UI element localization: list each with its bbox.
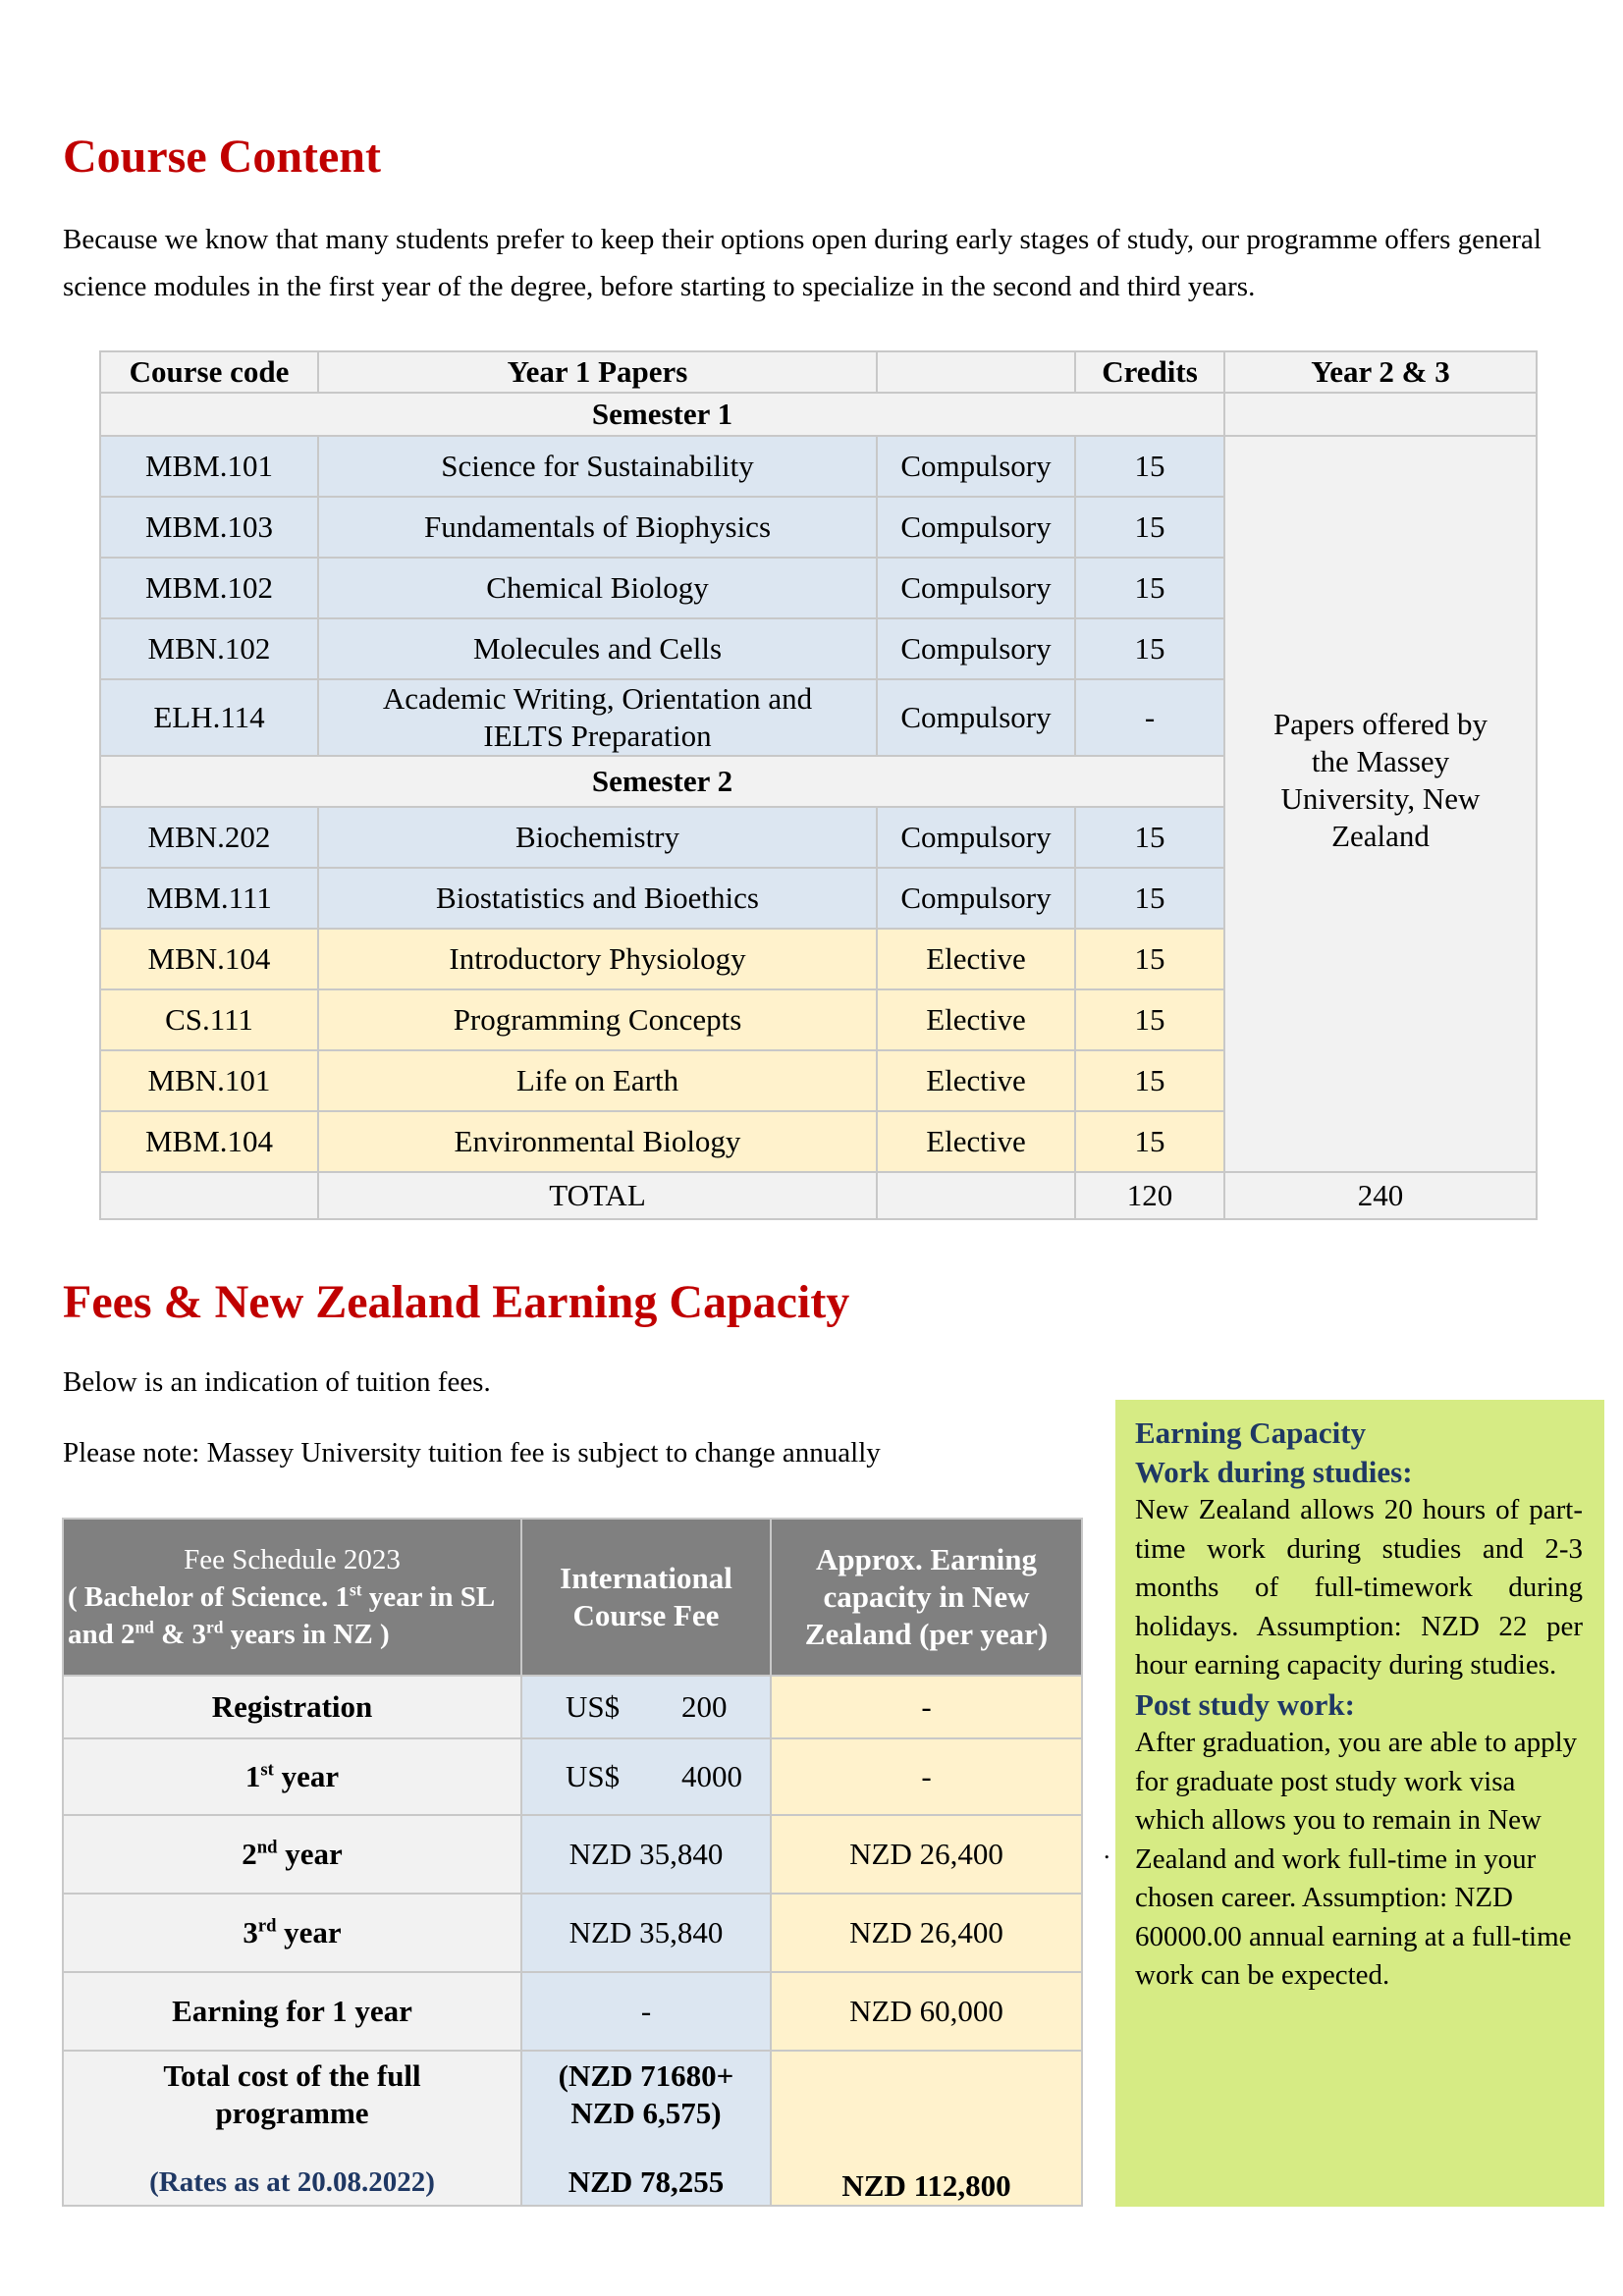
total-cost-row (63, 2051, 1082, 2206)
course-code: ELH.114 (100, 679, 318, 756)
year2-label (63, 1815, 521, 1894)
course-code: CS.111 (100, 989, 318, 1050)
fees-title: Fees & New Zealand Earning Capacity (63, 1276, 850, 1328)
course-code: MBM.101 (100, 436, 318, 497)
course-credits: 15 (1075, 1111, 1224, 1172)
course-paper (318, 679, 877, 756)
course-credits: 15 (1075, 868, 1224, 929)
earning-row (63, 1972, 1082, 2051)
course-code: MBM.104 (100, 1111, 318, 1172)
course-credits: 15 (1075, 436, 1224, 497)
total-earning: NZD 112,800 (771, 2051, 1082, 2206)
registration-amount: 200 (681, 1689, 728, 1724)
header-credits: Credits (1075, 351, 1224, 393)
course-type: Elective (877, 1050, 1075, 1111)
total-breakdown: (NZD 71680+ NZD 6,575) (558, 2058, 734, 2130)
total-row (100, 1172, 1537, 1219)
course-type: Compulsory (877, 497, 1075, 558)
total-cost-label-cell (63, 2051, 521, 2206)
registration-fee (521, 1676, 771, 1738)
intl-fee-header-text: International Course Fee (560, 1561, 732, 1632)
schedule-text-1: ( Bachelor of Science. 1 (68, 1581, 350, 1613)
year2-row (63, 1815, 1082, 1894)
year1-num: 1 (244, 1759, 261, 1793)
year2-fee: NZD 35,840 (521, 1815, 771, 1894)
course-paper: Introductory Physiology (318, 929, 877, 989)
header-year1-papers: Year 1 Papers (318, 351, 877, 393)
year2-earning: NZD 26,400 (771, 1815, 1082, 1894)
earning-box-title: Earning Capacity (1135, 1415, 1367, 1450)
course-content-title: Course Content (63, 131, 381, 183)
course-code: MBN.101 (100, 1050, 318, 1111)
schedule-sup-2: nd (135, 1617, 154, 1637)
course-type: Compulsory (877, 679, 1075, 756)
header-course-code: Course code (100, 351, 318, 393)
earning-value: NZD 60,000 (771, 1972, 1082, 2051)
fee-schedule-title: Fee Schedule 2023 (184, 1544, 401, 1575)
course-code: MBM.102 (100, 558, 318, 618)
course-paper: Life on Earth (318, 1050, 877, 1111)
course-credits: 15 (1075, 618, 1224, 679)
course-code: MBN.102 (100, 618, 318, 679)
course-credits: 15 (1075, 989, 1224, 1050)
course-code: MBN.104 (100, 929, 318, 989)
post-study-heading: Post study work: (1135, 1686, 1355, 1722)
year3-fee: NZD 35,840 (521, 1894, 771, 1972)
course-type: Compulsory (877, 868, 1075, 929)
schedule-text-3: & 3 (153, 1619, 207, 1650)
course-table (99, 350, 1538, 1220)
earning-header-text: Approx. Earning capacity in New Zealand (per year) (804, 1542, 1049, 1651)
year3-earning: NZD 26,400 (771, 1894, 1082, 1972)
fee-header-row (63, 1519, 1082, 1676)
year3-word: year (276, 1915, 342, 1949)
semester2-label: Semester 2 (100, 756, 1224, 807)
schedule-text-4: years in NZ ) (223, 1619, 390, 1650)
semester1-side-blank (1224, 393, 1537, 436)
registration-earning: - (771, 1676, 1082, 1738)
year1-row (63, 1738, 1082, 1815)
work-during-studies-text: New Zealand allows 20 hours of part-time work during studies and 2-3 months of full-timework during holidays. Assumption: NZD 22 per hour earning capacity during studies. (1135, 1494, 1583, 1681)
course-type: Elective (877, 1111, 1075, 1172)
total-intl-fee: NZD 78,255 (568, 2164, 725, 2199)
course-paper-text: Academic Writing, Orientation and IELTS Preparation (382, 681, 813, 753)
stray-dot: . (1104, 1836, 1110, 1864)
total-cost-intl (521, 2051, 771, 2206)
fees-line1: Below is an indication of tuition fees. (63, 1366, 491, 1398)
total-blank-2 (877, 1172, 1075, 1219)
semester1-label: Semester 1 (100, 393, 1224, 436)
semester1-row (100, 393, 1537, 436)
year3-sup: rd (257, 1915, 277, 1937)
total-cost-label: Total cost of the full programme (163, 2058, 421, 2130)
course-type: Compulsory (877, 558, 1075, 618)
course-type: Elective (877, 989, 1075, 1050)
year1-amount: 4000 (681, 1759, 742, 1793)
course-code: MBN.202 (100, 807, 318, 868)
registration-label: Registration (63, 1676, 521, 1738)
year1-label (63, 1738, 521, 1815)
course-code: MBM.103 (100, 497, 318, 558)
course-credits: 15 (1075, 497, 1224, 558)
course-type: Elective (877, 929, 1075, 989)
year2-word: year (277, 1837, 343, 1871)
course-code: MBM.111 (100, 868, 318, 929)
fee-table (62, 1518, 1083, 2207)
year23-note (1224, 436, 1537, 1172)
registration-row (63, 1676, 1082, 1738)
total-year23: 240 (1224, 1172, 1537, 1219)
total-label: TOTAL (318, 1172, 877, 1219)
course-paper: Programming Concepts (318, 989, 877, 1050)
header-year23: Year 2 & 3 (1224, 351, 1537, 393)
course-paper: Science for Sustainability (318, 436, 877, 497)
course-paper: Fundamentals of Biophysics (318, 497, 877, 558)
fee-schedule-header (63, 1519, 521, 1676)
course-type: Compulsory (877, 807, 1075, 868)
course-paper: Molecules and Cells (318, 618, 877, 679)
course-paper: Chemical Biology (318, 558, 877, 618)
schedule-sup-1: st (349, 1579, 362, 1600)
fee-schedule-subtitle (68, 1578, 516, 1653)
course-credits: 15 (1075, 807, 1224, 868)
year1-earning: - (771, 1738, 1082, 1815)
year3-row (63, 1894, 1082, 1972)
total-credits: 120 (1075, 1172, 1224, 1219)
year1-currency: US$ (566, 1759, 621, 1793)
course-intro: Because we know that many students prefer to keep their options open during early stages of study, our programme offers general science modules in the first year of the degree, before starting to specialize in the second and third years. (63, 224, 1542, 302)
year2-num: 2 (242, 1837, 257, 1871)
header-blank (877, 351, 1075, 393)
rates-note: (Rates as at 20.08.2022) (149, 2166, 435, 2198)
course-paper: Biochemistry (318, 807, 877, 868)
year23-note-text: Papers offered by the Massey University, New Zealand (1272, 707, 1488, 853)
year1-sup: st (260, 1759, 274, 1781)
post-study-text: After graduation, you are able to apply for graduate post study work visa which allows you to remain in New Zealand and work full-time in your chosen career. Assumption: NZD 60000.00 annual earning at a full-time work can be expected. (1135, 1727, 1578, 1991)
intl-fee-header (521, 1519, 771, 1676)
earning-capacity-box (1115, 1400, 1604, 2207)
year1-word: year (273, 1759, 340, 1793)
earning-label: Earning for 1 year (63, 1972, 521, 2051)
course-paper: Biostatistics and Bioethics (318, 868, 877, 929)
fees-line2: Please note: Massey University tuition fee is subject to change annually (63, 1437, 881, 1468)
earning-header (771, 1519, 1082, 1676)
registration-currency: US$ (566, 1689, 621, 1724)
year1-fee (521, 1738, 771, 1815)
course-table-header-row (100, 351, 1537, 393)
course-type: Compulsory (877, 436, 1075, 497)
course-type: Compulsory (877, 618, 1075, 679)
work-during-studies-heading: Work during studies: (1135, 1454, 1413, 1489)
course-credits: 15 (1075, 558, 1224, 618)
course-credits: - (1075, 679, 1224, 756)
schedule-text-2: year in SL and 2 (68, 1581, 494, 1650)
table-row (100, 436, 1537, 497)
year3-label (63, 1894, 521, 1972)
course-paper: Environmental Biology (318, 1111, 877, 1172)
year2-sup: nd (256, 1837, 278, 1858)
year3-num: 3 (243, 1915, 258, 1949)
total-blank-1 (100, 1172, 318, 1219)
earning-fee: - (521, 1972, 771, 2051)
course-credits: 15 (1075, 1050, 1224, 1111)
course-credits: 15 (1075, 929, 1224, 989)
schedule-sup-3: rd (206, 1617, 224, 1637)
